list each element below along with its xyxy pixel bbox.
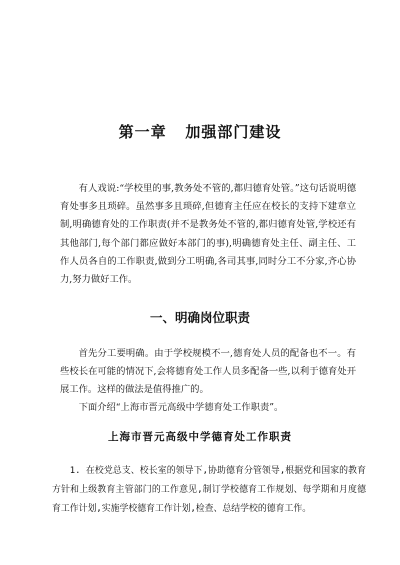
duty-document-title: 上海市晋元高级中学德育处工作职责 <box>108 431 292 443</box>
duty-item-1: 1. 在校党总支、校长室的领导下,协助德育分管领导,根据党和国家的教育方针和上级教育主管部门的工作意见,制订学校德育工作规划、每学期和月度德育工作计划,实施学校德育工作计划,检查、总结学校的德育工作。 <box>52 466 366 514</box>
section-title: 一、明确岗位职责 <box>149 310 250 325</box>
intro-paragraph: 有人戏说:“学校里的事,教务处不管的,都归德育处管。”这句话说明德育处事多且琐碎。虽然事多且琐碎,但德育主任应在校长的支持下建章立制,明确德育处的工作职责(并不是教务处不管的,都归德育处管,学校还有其他部门,每个部门都应做好本部门的事),明确德育处主任、副主任、工作人员各自的工作职责,做到分工明确,各司其事,同时分工不分家,齐心协力,努力做好工作。 <box>60 183 356 286</box>
chapter-title: 第一章 加强部门建设 <box>118 123 282 141</box>
introduction-line: 下面介绍“上海市晋元高级中学德育处工作职责”。 <box>78 402 284 413</box>
division-paragraph: 首先分工要明确。由于学校规模不一,德育处人员的配备也不一。有些校长在可能的情况下,会将德育处工作人员多配备一些,以利于德育处开展工作。这样的做法是值得推广的。 <box>60 348 356 396</box>
